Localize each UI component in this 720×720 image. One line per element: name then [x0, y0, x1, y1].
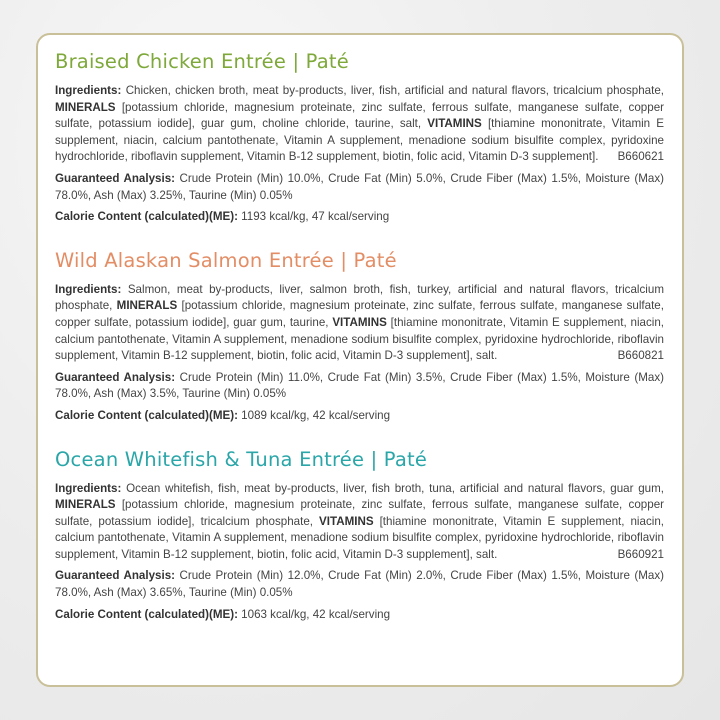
- minerals-label: MINERALS: [55, 498, 116, 512]
- ingredients-part: [thiamine mononitrate, Vitamin E supplement, niacin, calcium pantothenate, Vitamin A supplement, menadione sodium bisulfite complex, pyridoxine hydrochloride, riboflavin supplement, Vitamin B-12 supplement, biotin, folic acid, Vitamin D-3 supplement].: [55, 117, 664, 164]
- product-section-whitefish-tuna: [55, 447, 664, 624]
- product-code: B660621: [617, 150, 664, 164]
- ingredients-part: Ocean whitefish, fish, meat by-products, liver, fish broth, tuna, artificial and natural flavors, guar gum,: [126, 481, 664, 495]
- vitamins-label: VITAMINS: [319, 514, 374, 528]
- ingredients-label: Ingredients:: [55, 84, 122, 97]
- nutrition-card: [36, 33, 684, 687]
- ingredients-text: [55, 83, 664, 166]
- ingredients-part: [potassium chloride, magnesium proteinate, zinc sulfate, ferrous sulfate, manganese sulfate, copper sulfate, potassium iodide], guar gum, taurine,: [55, 299, 664, 329]
- product-title: Ocean Whitefish & Tuna Entrée | Paté: [55, 447, 428, 471]
- calorie-content: [55, 209, 664, 226]
- ingredients-part: [potassium chloride, magnesium proteinate, zinc sulfate, ferrous sulfate, manganese sulfate, copper sulfate, potassium iodide], tricalcium phosphate,: [55, 498, 664, 528]
- calorie-content: [55, 408, 664, 425]
- analysis-values: Crude Protein (Min) 10.0%, Crude Fat (Min) 5.0%, Crude Fiber (Max) 1.5%, Moisture (Max) 78.0%, Ash (Max) 3.25%, Taurine (Min) 0.05%: [55, 171, 664, 202]
- product-code: B660921: [617, 547, 664, 561]
- guaranteed-analysis: [55, 370, 664, 403]
- ingredients-part: Chicken, chicken broth, meat by-products, liver, fish, artificial and natural flavors, tricalcium phosphate,: [125, 84, 664, 97]
- ingredients-part: Salmon, meat by-products, liver, salmon broth, fish, turkey, artificial and natural flavors, tricalcium phosphate,: [55, 282, 664, 313]
- ingredients-label: Ingredients:: [55, 282, 122, 296]
- vitamins-label: VITAMINS: [427, 117, 482, 131]
- calorie-label: Calorie Content (calculated)(ME):: [55, 210, 238, 224]
- ingredients-text: [55, 481, 664, 564]
- calorie-value: 1193 kcal/kg, 47 kcal/serving: [241, 210, 390, 224]
- ingredients-part: [thiamine mononitrate, Vitamin E supplement, niacin, calcium pantothenate, Vitamin A supplement, menadione sodium bisulfite complex, pyridoxine hydrochloride, riboflavin supplement, Vitamin B-12 supplement, biotin, folic acid, Vitamin D-3 supplement], salt.: [55, 315, 665, 363]
- calorie-content: [55, 607, 664, 624]
- calorie-value: 1089 kcal/kg, 42 kcal/serving: [241, 408, 391, 422]
- analysis-label: Guaranteed Analysis:: [55, 370, 176, 384]
- calorie-label: Calorie Content (calculated)(ME):: [55, 408, 238, 422]
- minerals-label: MINERALS: [55, 100, 116, 114]
- product-section-salmon: [55, 248, 664, 425]
- guaranteed-analysis: [55, 568, 664, 601]
- product-section-chicken: [55, 49, 664, 226]
- product-title: Wild Alaskan Salmon Entrée | Paté: [55, 248, 397, 272]
- product-title: Braised Chicken Entrée | Paté: [55, 50, 349, 73]
- ingredients-part: [potassium chloride, magnesium proteinate, zinc sulfate, ferrous sulfate, manganese sulfate, copper sulfate, potassium iodide], guar gum, choline chloride, taurine, salt,: [55, 100, 664, 131]
- product-code: B660821: [617, 349, 664, 363]
- minerals-label: MINERALS: [116, 299, 178, 313]
- vitamins-label: VITAMINS: [332, 315, 387, 329]
- analysis-label: Guaranteed Analysis:: [55, 569, 176, 583]
- ingredients-part: [thiamine mononitrate, Vitamin E supplement, niacin, calcium pantothenate, Vitamin A supplement, menadione sodium bisulfite complex, pyridoxine hydrochloride, riboflavin supplement, Vitamin B-12 supplement, biotin, folic acid, Vitamin D-3 supplement], salt.: [55, 514, 664, 561]
- analysis-label: Guaranteed Analysis:: [55, 171, 176, 185]
- ingredients-text: [55, 282, 664, 365]
- calorie-value: 1063 kcal/kg, 42 kcal/serving: [241, 607, 391, 621]
- guaranteed-analysis: [55, 171, 664, 204]
- analysis-values: Crude Protein (Min) 11.0%, Crude Fat (Min) 3.5%, Crude Fiber (Max) 1.5%, Moisture (Max) 78.0%, Ash (Max) 3.5%, Taurine (Min) 0.05%: [55, 370, 664, 401]
- analysis-values: Crude Protein (Min) 12.0%, Crude Fat (Min) 2.0%, Crude Fiber (Max) 1.5%, Moisture (Max) 78.0%, Ash (Max) 3.65%, Taurine (Min) 0.05%: [55, 569, 664, 600]
- ingredients-label: Ingredients:: [55, 481, 122, 495]
- calorie-label: Calorie Content (calculated)(ME):: [55, 607, 238, 621]
